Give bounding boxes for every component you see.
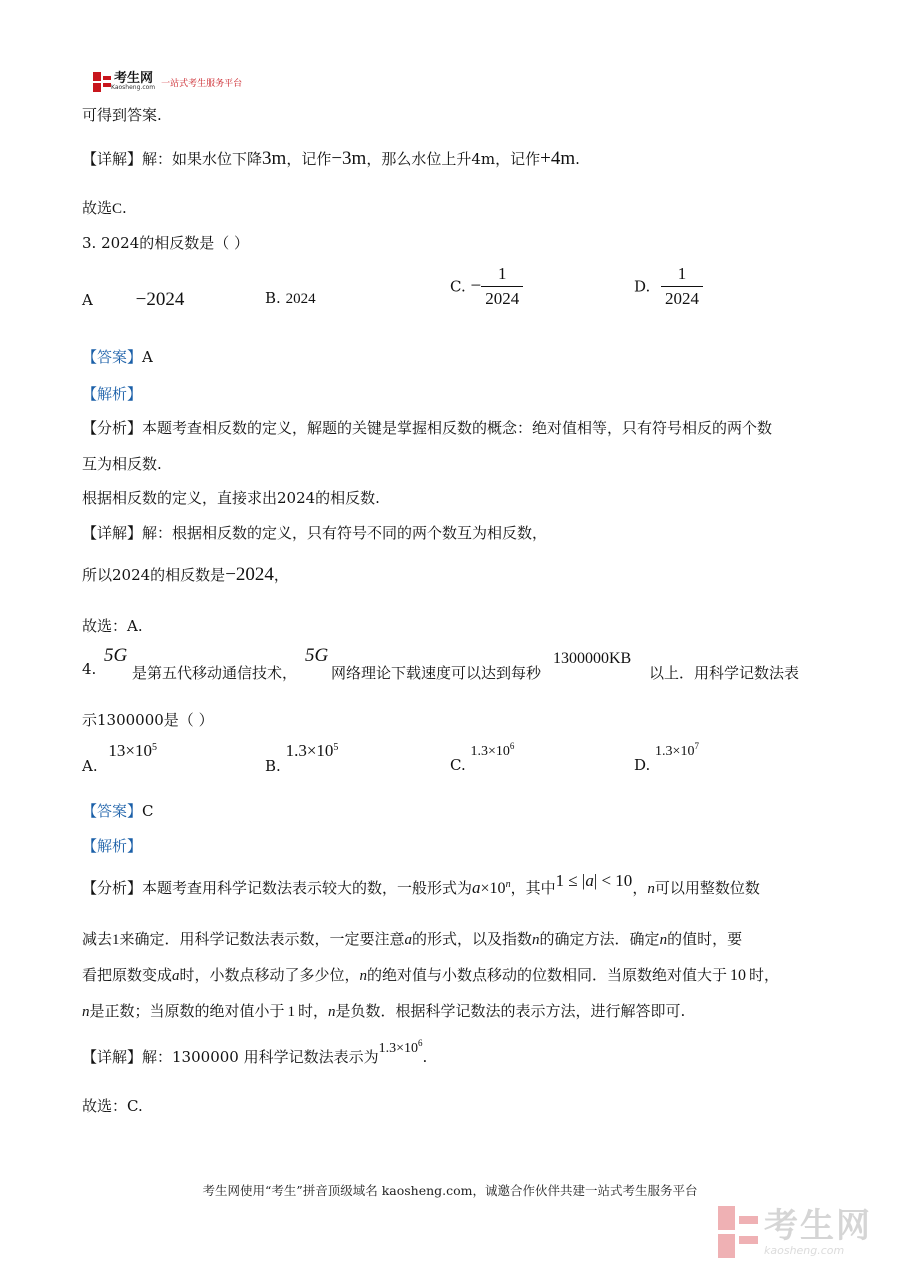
- q4-text: 网络理论下载速度可以达到每秒: [331, 664, 542, 682]
- q3-answer: 【答案】A: [82, 348, 153, 366]
- q4-option-d: D. $1.3\times 10^7$: [634, 741, 699, 774]
- q4-fenxi-line2: 减去1来确定．用科学记数法表示数，一定要注意a的形式，以及指数n的确定方法．确定n的值时，要: [82, 930, 743, 948]
- q4-5g: 5G: [305, 645, 329, 666]
- q3-fenxi-line3: 根据相反数的定义，直接求出2024的相反数.: [82, 489, 380, 507]
- q4-fenxi-line3: 看把原数变成a时，小数点移动了多少位，n的绝对值与小数点移动的位数相同．当原数绝对值大于 10 时，: [82, 966, 780, 984]
- q4-option-c: C. $1.3\times 10^6$: [450, 741, 515, 774]
- answer-tag: 【答案】: [82, 348, 143, 366]
- q4-stem-line2: 示1300000是（ ）: [82, 711, 214, 729]
- q4-text: 以上．用科学记数法表: [649, 664, 800, 682]
- q3-option-b: B. 2024: [265, 289, 316, 307]
- q3-fenxi-line2: 互为相反数.: [82, 455, 162, 473]
- q4-num: 4.: [82, 660, 97, 678]
- logo-url: Kaosheng.com: [111, 84, 156, 91]
- fraction: $\frac{1}{2024}$: [661, 264, 703, 309]
- watermark-logo-icon: [718, 1206, 758, 1258]
- q4-option-a: A. $13\times 10^5$: [82, 741, 157, 775]
- q4-detail: 【详解】解：1300000 用科学记数法表示为$1.3\times 10^6$.: [82, 1038, 428, 1066]
- footer-text: 考生网使用“考生”拼音顶级域名 kaosheng.com，诚邀合作伙伴共建一站式考生服务平台: [202, 1183, 698, 1198]
- q3-choice: 故选：A.: [82, 617, 143, 635]
- q3-fenxi-line1: 【分析】本题考查相反数的定义，解题的关键是掌握相反数的概念：绝对值相等，只有符号相反的两个数: [82, 419, 773, 437]
- answer-tag: 【答案】: [82, 802, 143, 820]
- q4-fenxi-line1: 【分析】本题考查用科学记数法表示较大的数，一般形式为$a\times 10^n$，其中1 ≤ |a| < 10，n可以用整数位数: [82, 871, 760, 897]
- q4-answer: 【答案】C: [82, 802, 154, 820]
- q4-5g: 5G: [104, 645, 128, 666]
- q3-option-d: D. $\frac{1}{2024}$: [634, 264, 703, 309]
- q4-text: 是第五代移动通信技术，: [132, 664, 298, 682]
- q3-detail-line1: 【详解】解：根据相反数的定义，只有符号不同的两个数互为相反数，: [82, 524, 548, 542]
- watermark-name: 考生网: [764, 1205, 872, 1246]
- q3-option-c: C. − $\frac{1}{2024}$: [450, 264, 523, 309]
- watermark: [718, 1206, 872, 1258]
- q4-option-b: B. $1.3\times 10^5$: [265, 741, 339, 775]
- q4-analysis-tag: 【解析】: [82, 837, 143, 855]
- q3-option-a: A −2024: [82, 289, 185, 310]
- q3-stem: 3. 2024的相反数是（ ）: [82, 234, 250, 252]
- q4-fenxi-line4: n是正数；当原数的绝对值小于 1 时，n是负数．根据科学记数法的表示方法，进行解答即可.: [82, 1002, 686, 1020]
- logo-name: 考生网: [114, 71, 154, 86]
- header-logo: [93, 72, 242, 92]
- fraction: $\frac{1}{2024}$: [481, 264, 523, 309]
- q3-detail-line2: 所以2024的相反数是−2024，: [82, 564, 289, 585]
- q3-analysis-tag: 【解析】: [82, 385, 143, 403]
- text-line: 可得到答案.: [82, 106, 162, 124]
- logo-slogan: 一站式考生服务平台: [161, 78, 243, 89]
- detail-tag: 【详解】: [82, 150, 143, 168]
- q4-choice: 故选：C.: [82, 1097, 143, 1115]
- logo-icon: [93, 72, 111, 92]
- choice-line: 故选C.: [82, 199, 127, 217]
- watermark-url: kaosheng.com: [764, 1243, 845, 1257]
- q4-speed: 1300000KB: [553, 650, 632, 667]
- detail-line: 【详解】解：如果水位下降3m，记作−3m，那么水位上升4m，记作+4m.: [82, 148, 580, 169]
